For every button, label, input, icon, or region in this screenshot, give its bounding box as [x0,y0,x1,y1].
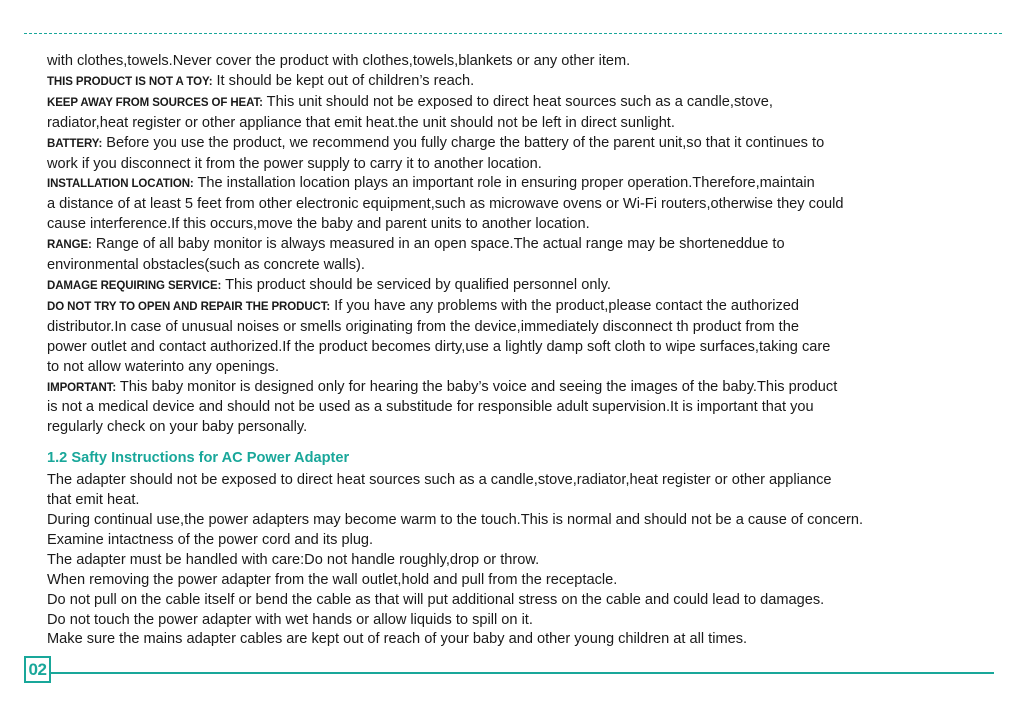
section-line: Make sure the mains adapter cables are kept out of reach of your baby and other young children at all times. [47,631,748,648]
safety-item [47,72,997,93]
bottom-divider [51,672,994,674]
item-text: is not a medical device and should not be used as a substitude for responsible adult supervision.It is important that you [47,399,814,416]
section-line: Do not touch the power adapter with wet hands or allow liquids to spill on it. [47,611,533,628]
safety-item [47,93,997,134]
section-line: that emit heat. [47,492,140,509]
item-text: power outlet and contact authorized.If the product becomes dirty,use a lightly damp soft cloth to wipe surfaces,taking care [47,338,831,355]
safety-item [47,134,997,175]
item-text: environmental obstacles(such as concrete walls). [47,257,365,274]
safety-item [47,297,997,378]
item-lead: DAMAGE REQUIRING SERVICE: [47,279,222,292]
item-text: This unit should not be exposed to direct heat sources such as a candle,stove, [266,93,773,110]
safety-item [47,235,997,276]
section-line: During continual use,the power adapters may become warm to the touch.This is normal and should not be a cause of concern. [47,512,864,529]
intro-line: with clothes,towels.Never cover the product with clothes,towels,blankets or any other item. [47,53,631,69]
safety-item [47,378,997,439]
section-line: Do not pull on the cable itself or bend the cable as that will put additional stress on the cable and could lead to damages. [47,591,825,608]
item-text: If you have any problems with the product,please contact the authorized [334,297,800,314]
item-text: Range of all baby monitor is always measured in an open space.The actual range may be shorteneddue to [95,236,785,253]
section-body [47,471,997,650]
safety-item [47,174,997,235]
item-lead: BATTERY: [47,137,103,150]
item-text: This baby monitor is designed only for hearing the baby’s voice and seeing the images of the baby.This product [119,378,838,395]
section-heading: 1.2 Safty Instructions for AC Power Adapter [47,450,350,467]
item-text: Before you use the product, we recommend you fully charge the battery of the parent unit,so that it continues to [106,134,825,151]
item-text: a distance of at least 5 feet from other electronic equipment,such as microwave ovens or Wi-Fi routers,otherwise they could [47,196,844,213]
item-lead: DO NOT TRY TO OPEN AND REPAIR THE PRODUCT: [47,300,331,313]
section-line: The adapter should not be exposed to direct heat sources such as a candle,stove,radiator,heat register or other appliance [47,472,832,489]
section-line: When removing the power adapter from the wall outlet,hold and pull from the receptacle. [47,571,618,588]
item-text: radiator,heat register or other appliance that emit heat.the unit should not be left in direct sunlight. [47,114,675,131]
section-line: The adapter must be handled with care:Do not handle roughly,drop or throw. [47,551,540,568]
item-text: regularly check on your baby personally. [47,419,308,436]
page-content [47,52,997,650]
item-text: This product should be serviced by qualified personnel only. [225,276,611,293]
item-lead: KEEP AWAY FROM SOURCES OF HEAT: [47,96,263,109]
safety-item [47,276,997,297]
item-text: The installation location plays an important role in ensuring proper operation.Therefore,maintain [197,175,815,192]
top-dashed-divider [24,33,1002,34]
item-text: It should be kept out of children’s reach. [216,72,475,89]
item-lead: RANGE: [47,239,92,252]
item-lead: INSTALLATION LOCATION: [47,178,194,191]
item-text: to not allow waterinto any openings. [47,358,280,375]
item-text: work if you disconnect it from the power supply to carry it to another location. [47,155,542,172]
page-number-box [24,656,51,683]
item-text: cause interference.If this occurs,move the baby and parent units to another location. [47,216,590,233]
item-lead: IMPORTANT: [47,381,117,394]
item-lead: THIS PRODUCT IS NOT A TOY: [47,75,213,88]
page-number: 02 [28,659,47,679]
section-line: Examine intactness of the power cord and its plug. [47,531,374,548]
item-text: distributor.In case of unusual noises or smells originating from the device,immediately disconnect th product from the [47,318,799,335]
